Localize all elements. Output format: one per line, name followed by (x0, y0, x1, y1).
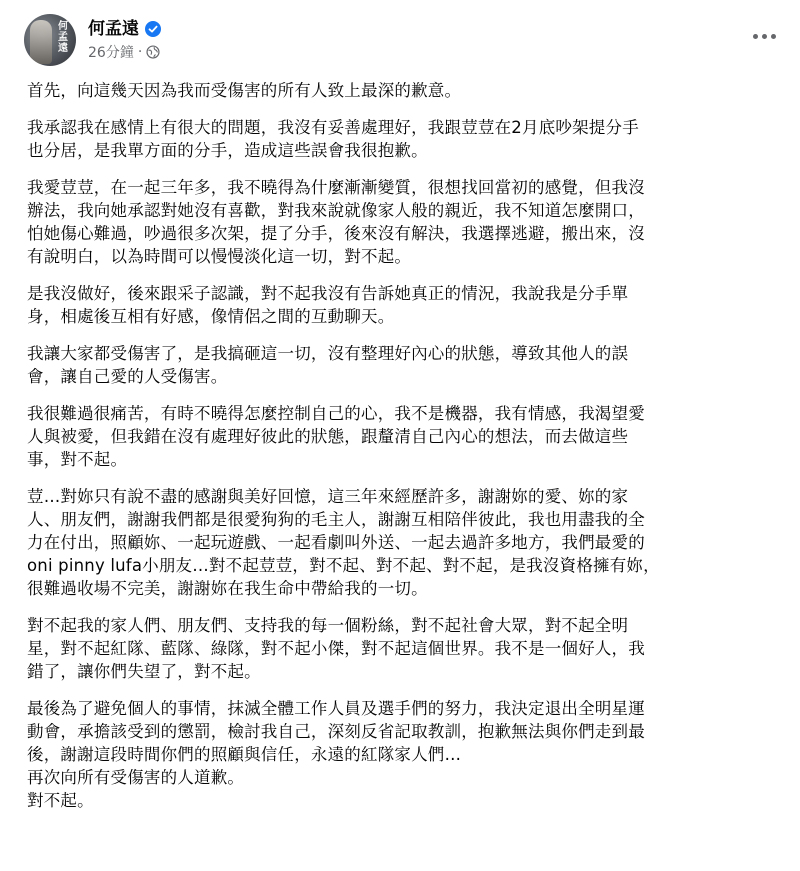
post-header (0, 12, 800, 68)
post-paragraph (27, 614, 780, 683)
post-paragraph (27, 282, 780, 328)
post-paragraph (27, 79, 780, 102)
post-paragraph (27, 697, 780, 812)
post-text-line: 我很難過很痛苦，有時不曉得怎麼控制自己的心，我不是機器，我有情感，我渴望愛 (27, 404, 645, 423)
post-text-line: 星，對不起紅隊、藍隊、綠隊，對不起小傑，對不起這個世界。我不是一個好人，我 (27, 639, 645, 658)
post-text-line: 身，相處後互相有好感，像情侶之間的互動聊天。 (27, 307, 395, 326)
name-row (88, 18, 161, 40)
post-text-line: 是我沒做好，後來跟采子認識，對不起我沒有告訴她真正的情況，我說我是分手單 (27, 284, 629, 303)
post-text-line: 辦法，我向她承認對她沒有喜歡，對我來說就像家人般的親近，我不知道怎麼開口， (27, 201, 645, 220)
post-text-line: 後，謝謝這段時間你們的照顧與信任，永遠的紅隊家人們… (27, 745, 462, 764)
post-body (0, 68, 800, 812)
verified-badge-icon (145, 21, 161, 37)
post-text-line: 對不起我的家人們、朋友們、支持我的每一個粉絲，對不起社會大眾，對不起全明 (27, 616, 629, 635)
post-text-line: 很難過收場不完美，謝謝妳在我生命中帶給我的一切。 (27, 579, 428, 598)
post-text-line: 我讓大家都受傷害了，是我搞砸這一切，沒有整理好內心的狀態，導致其他人的誤 (27, 344, 629, 363)
author-name[interactable]: 何孟遠 (88, 19, 139, 39)
post-text-line: 有說明白，以為時間可以慢慢淡化這一切，對不起。 (27, 247, 412, 266)
post-text-line: 再次向所有受傷害的人道歉。 (27, 768, 245, 787)
post-timestamp[interactable]: 26分鐘 (88, 45, 134, 61)
separator-dot: · (137, 44, 143, 60)
post-text-line: 最後為了避免個人的事情，抹滅全體工作人員及選手們的努力，我決定退出全明星運 (27, 699, 645, 718)
post-text-line: 會，讓自己愛的人受傷害。 (27, 367, 228, 386)
post-text-line: 人、朋友們，謝謝我們都是很愛狗狗的毛主人，謝謝互相陪伴彼此，我也用盡我的全 (27, 510, 645, 529)
avatar-text: 何孟遠 (58, 21, 68, 54)
post-meta (88, 18, 161, 62)
post-text-line: 我愛荳荳，在一起三年多，我不曉得為什麼漸漸變質，很想找回當初的感覺，但我沒 (27, 178, 645, 197)
avatar[interactable] (24, 14, 76, 66)
post-text-line: 首先，向這幾天因為我而受傷害的所有人致上最深的歉意。 (27, 81, 462, 100)
post-paragraph (27, 116, 780, 162)
more-options-icon[interactable] (746, 22, 782, 50)
post-paragraph (27, 402, 780, 471)
post-text-line: oni pinny lufa小朋友…對不起荳荳，對不起、對不起、對不起，是我沒資格擁有妳， (27, 556, 660, 575)
post-text-line: 動會，承擔該受到的懲罰，檢討我自己，深刻反省記取教訓，抱歉無法與你們走到最 (27, 722, 645, 741)
globe-icon[interactable] (146, 45, 160, 59)
post-text-line: 對不起。 (27, 791, 94, 810)
avatar-photo (30, 20, 52, 64)
post-paragraph (27, 176, 780, 268)
post-subline (88, 42, 161, 62)
post-text-line: 人與被愛，但我錯在沒有處理好彼此的狀態，跟釐清自己內心的想法，而去做這些 (27, 427, 629, 446)
post-text-line: 荳…對妳只有說不盡的感謝與美好回憶，這三年來經歷許多，謝謝妳的愛、妳的家 (27, 487, 629, 506)
post-text-line: 錯了，讓你們失望了，對不起。 (27, 662, 261, 681)
post-paragraph (27, 342, 780, 388)
post-paragraph (27, 485, 780, 600)
post-text-line: 也分居，是我單方面的分手，造成這些誤會我很抱歉。 (27, 141, 428, 160)
post-text-line: 怕她傷心難過，吵過很多次架，提了分手，後來沒有解決，我選擇逃避，搬出來，沒 (27, 224, 645, 243)
post-text-line: 我承認我在感情上有很大的問題，我沒有妥善處理好，我跟荳荳在2月底吵架提分手 (27, 118, 639, 137)
post-text-line: 力在付出，照顧妳、一起玩遊戲、一起看劇叫外送、一起去過許多地方，我們最愛的 (27, 533, 645, 552)
post-text-line: 事，對不起。 (27, 450, 128, 469)
